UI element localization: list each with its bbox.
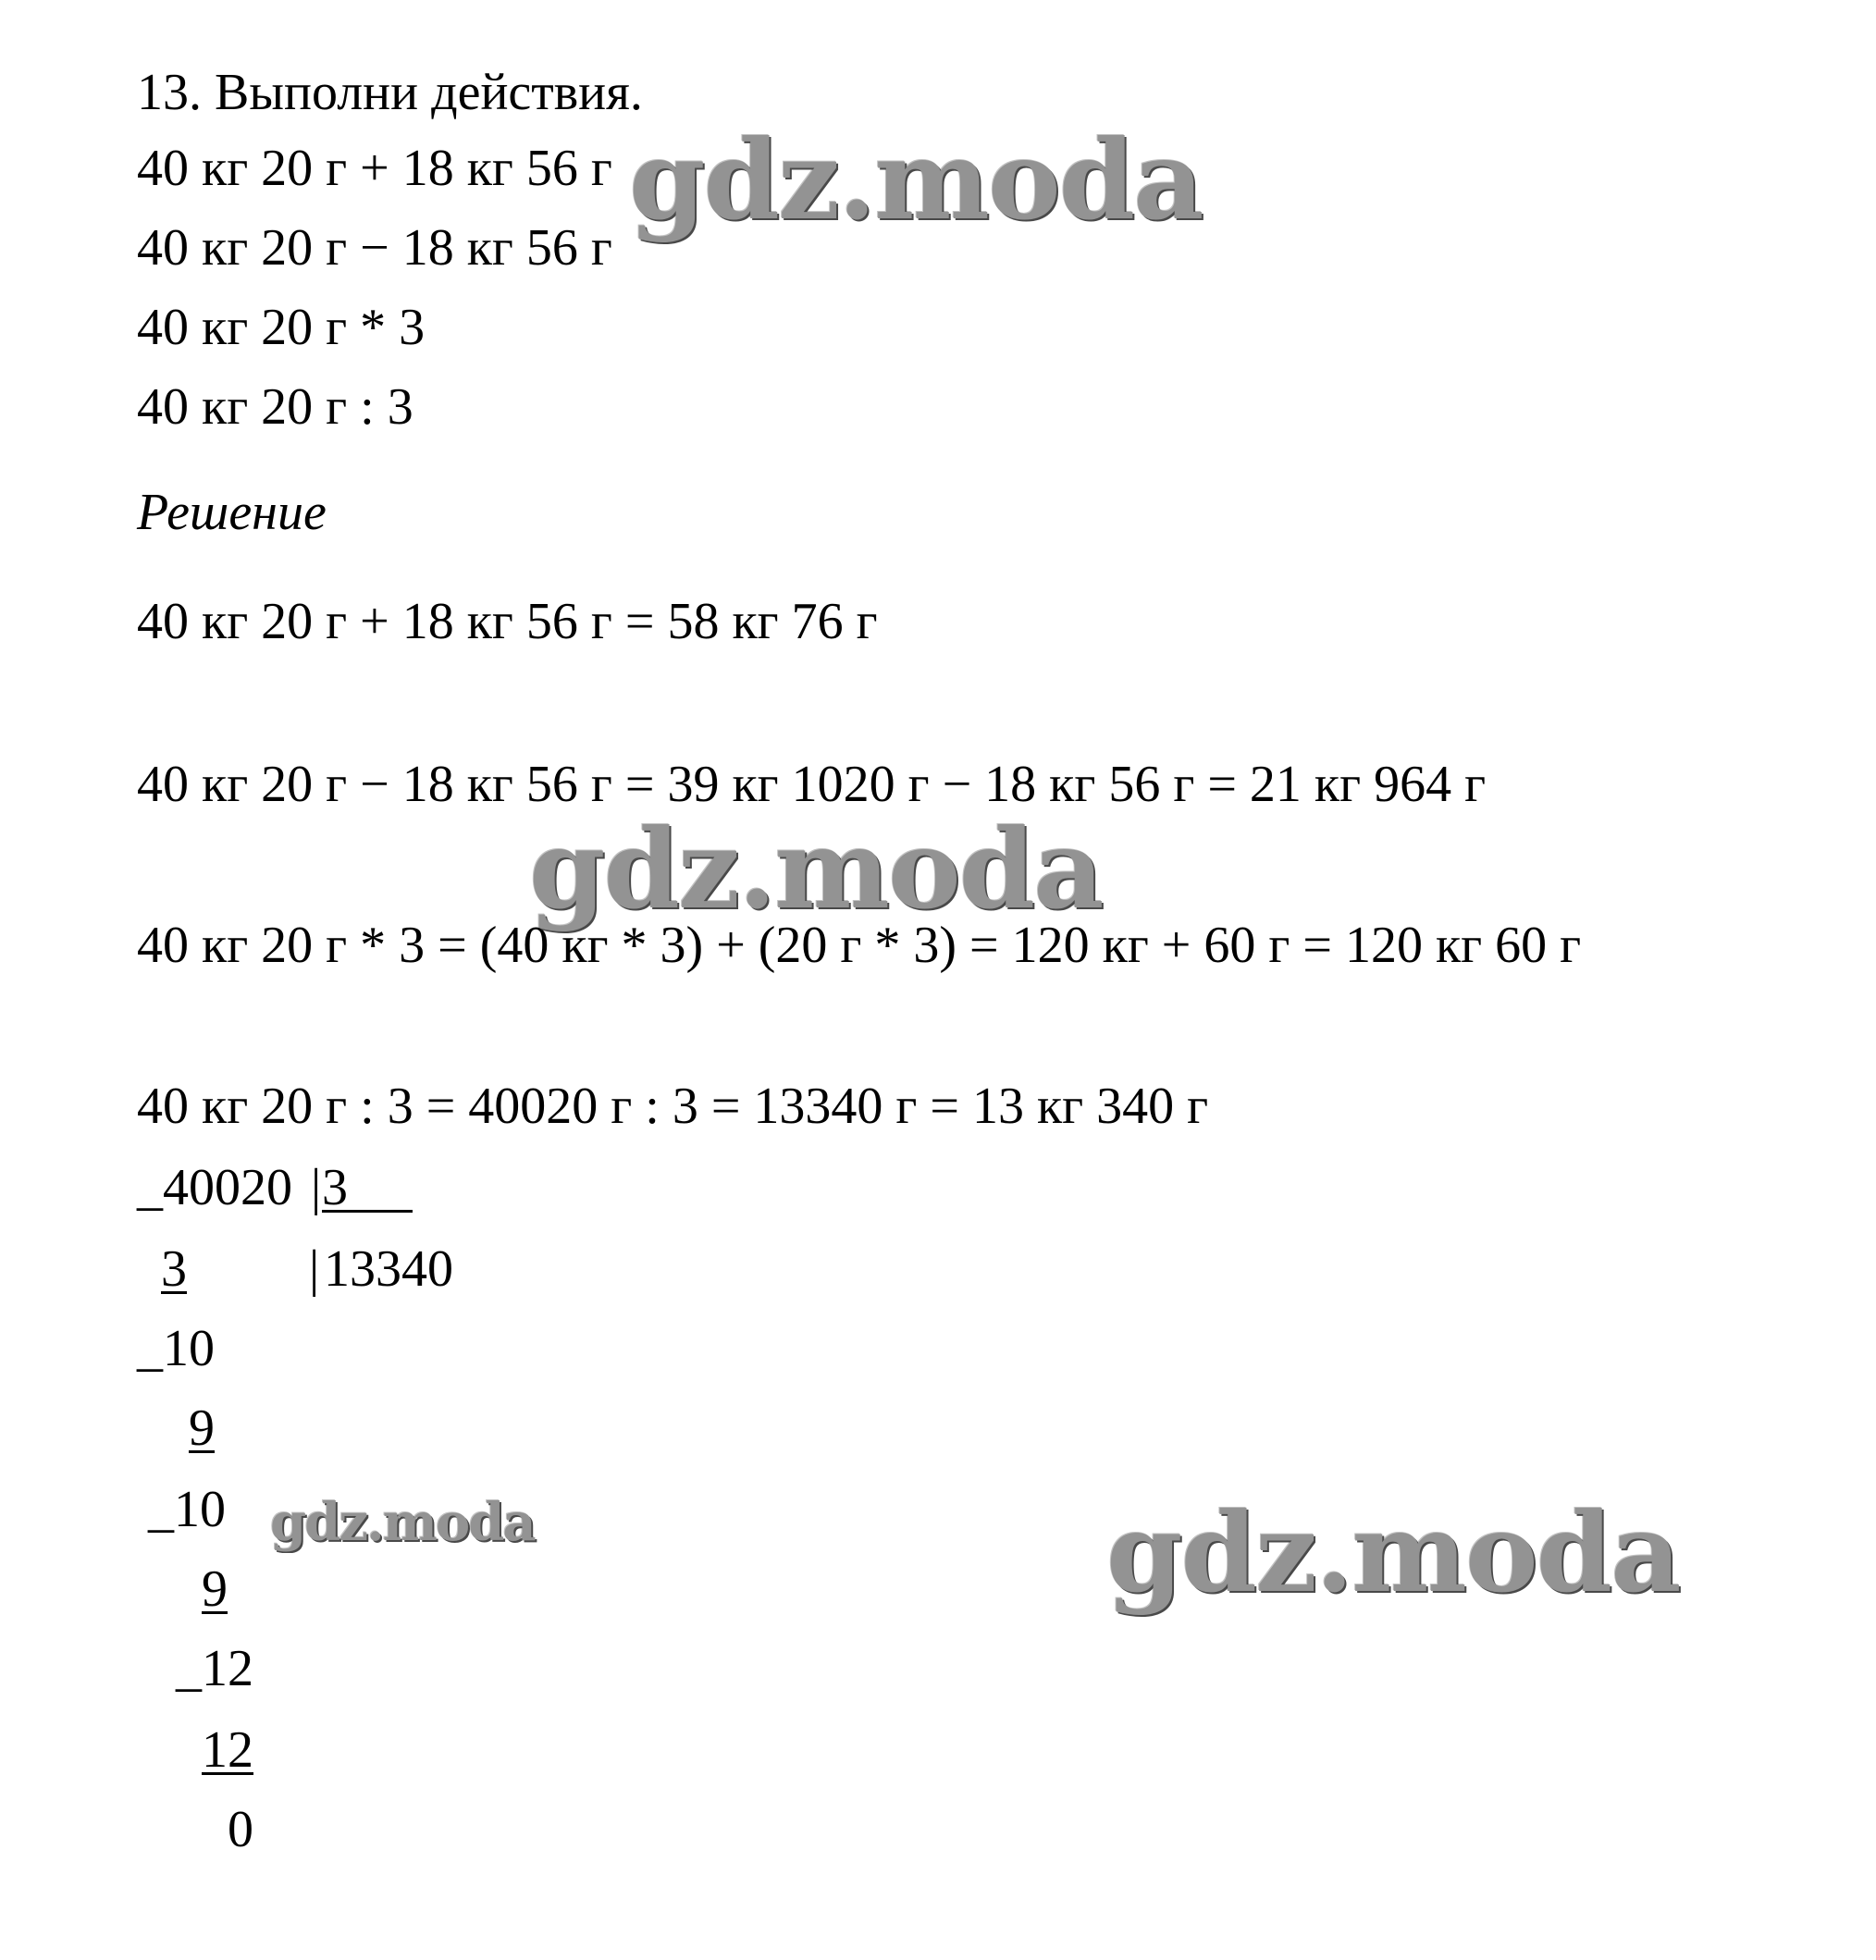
division-quotient-bar: | (309, 1240, 320, 1298)
division-step-subtrahend: 9 (202, 1560, 228, 1618)
division-divisor: 3 (322, 1159, 348, 1216)
division-step-subtrahend: 9 (189, 1399, 215, 1457)
watermark-logo: gdz.moda (529, 805, 1103, 933)
solution-line-multiplication: 40 кг 20 г * 3 = (40 кг * 3) + (20 г * 3) = 120 кг + 60 г = 120 кг 60 г (137, 917, 1582, 974)
division-step-minuend: _10 (148, 1481, 226, 1538)
solution-heading: Решение (137, 484, 327, 541)
watermark-logo: gdz.moda (270, 1492, 535, 1553)
solution-line-division: 40 кг 20 г : 3 = 40020 г : 3 = 13340 г = 13 кг 340 г (137, 1078, 1209, 1135)
task-expression-1: 40 кг 20 г + 18 кг 56 г (137, 140, 612, 197)
division-step-minuend: _10 (137, 1320, 215, 1377)
watermark-logo: gdz.moda (629, 116, 1203, 244)
division-remainder: 0 (228, 1801, 253, 1858)
task-expression-3: 40 кг 20 г * 3 (137, 299, 426, 356)
task-expression-2: 40 кг 20 г − 18 кг 56 г (137, 219, 612, 277)
task-title: 13. Выполни действия. (137, 64, 643, 121)
division-quotient: 13340 (324, 1240, 453, 1298)
division-first-subtrahend: 3 (161, 1240, 187, 1298)
division-dividend: _40020 (137, 1159, 292, 1216)
division-step-subtrahend: 12 (202, 1721, 253, 1779)
watermark-logo: gdz.moda (1106, 1488, 1680, 1617)
solution-line-subtraction: 40 кг 20 г − 18 кг 56 г = 39 кг 1020 г − 18 кг 56 г = 21 кг 964 г (137, 756, 1487, 813)
solution-line-addition: 40 кг 20 г + 18 кг 56 г = 58 кг 76 г (137, 593, 878, 650)
division-divisor-bar: | (311, 1159, 322, 1216)
task-expression-4: 40 кг 20 г : 3 (137, 378, 413, 436)
division-step-minuend: _12 (176, 1640, 253, 1697)
